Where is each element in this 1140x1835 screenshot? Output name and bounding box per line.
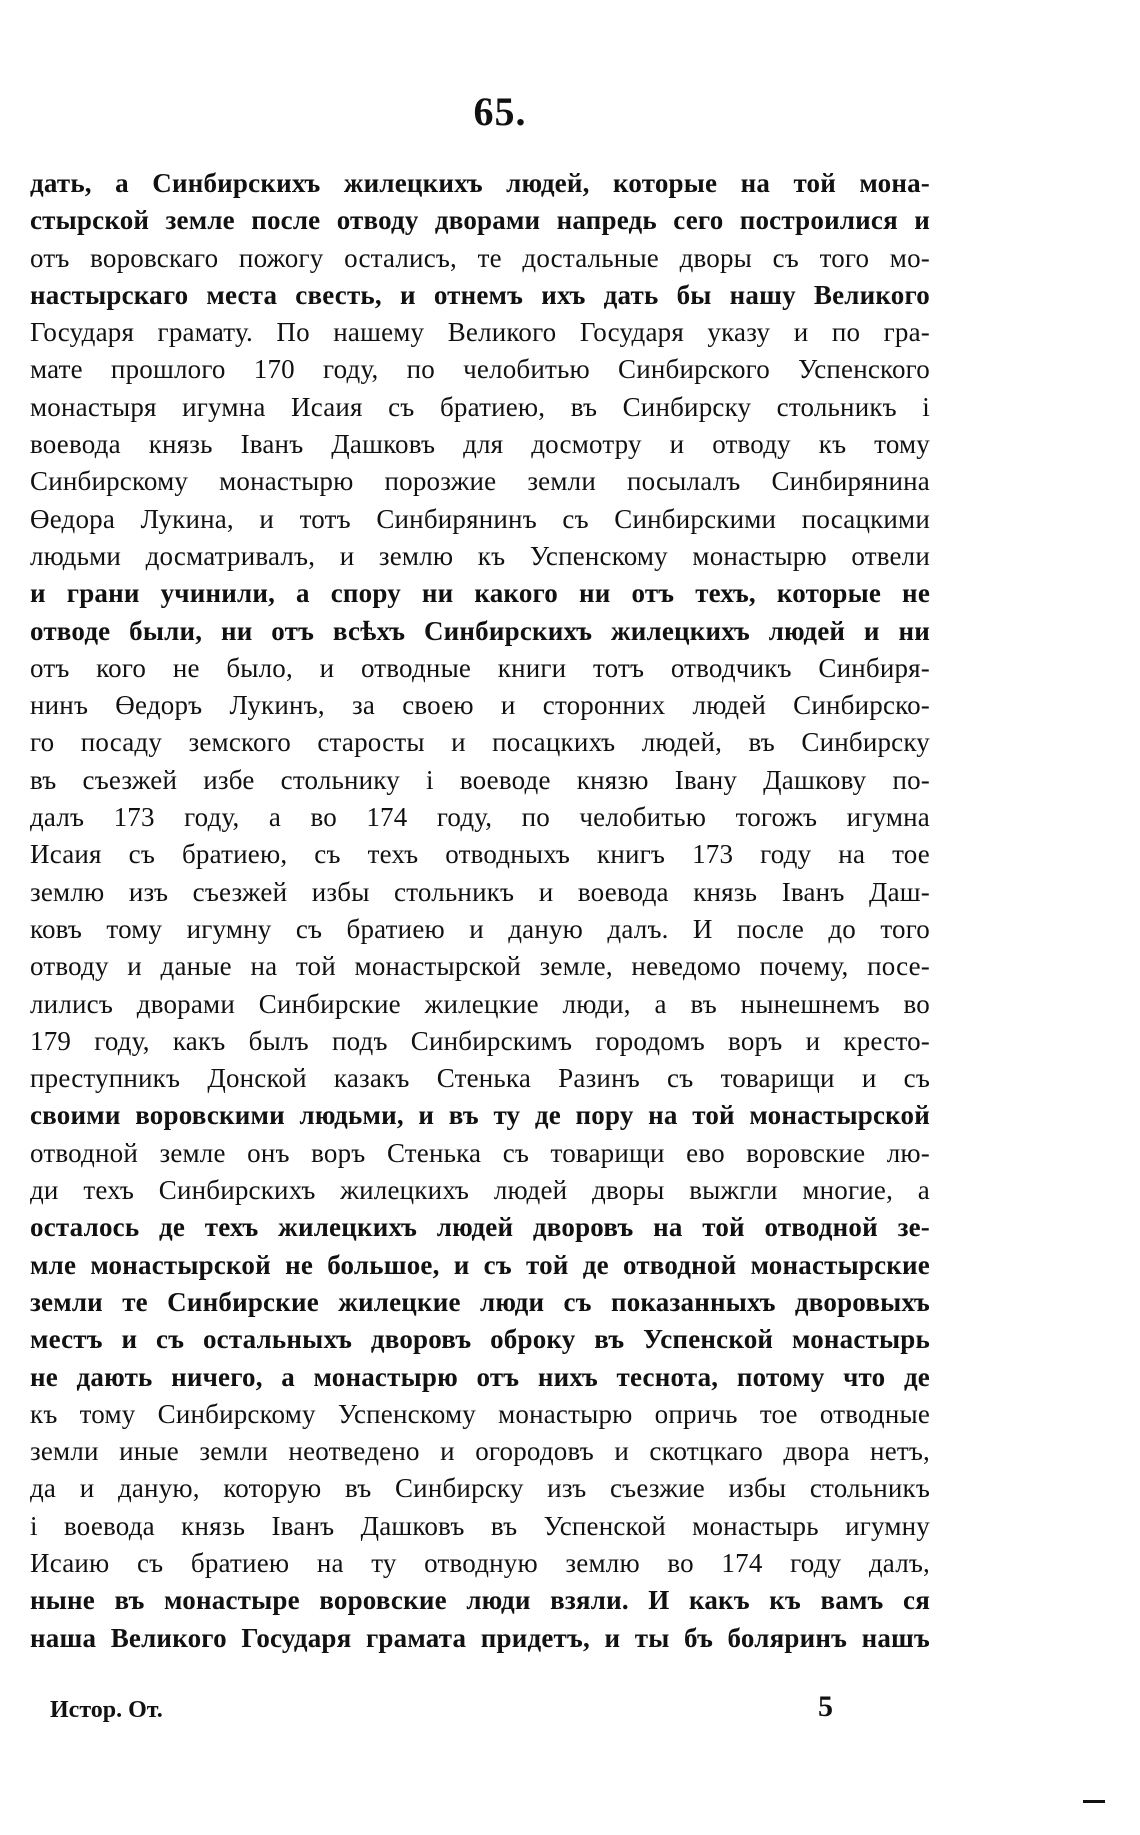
- text-line: воевода князь Іванъ Дашковъ для досмотру и отводу къ тому: [30, 429, 930, 460]
- text-line: ди техъ Синбирскихъ жилецкихъ людей дворы выжгли многие, а: [30, 1175, 930, 1206]
- text-line: Өедора Лукина, и тотъ Синбирянинъ съ Синбирскими посацкими: [30, 503, 930, 534]
- text-line: Государя грамату. По нашему Великого Государя указу и по гра-: [30, 317, 930, 348]
- text-line: къ тому Синбирскому Успенскому монастырю опричь тое отводные: [30, 1398, 930, 1429]
- text-line: людьми досматривалъ, и землю къ Успенскому монастырю отвели: [30, 540, 930, 571]
- text-line: землю изъ съезжей избы стольникъ и воевода князь Іванъ Даш-: [30, 876, 930, 907]
- text-line: Исаию съ братиею на ту отводную землю во 174 году далъ,: [30, 1547, 930, 1578]
- text-line: і воевода князь Іванъ Дашковъ въ Успенской монастырь игумну: [30, 1510, 930, 1541]
- text-line: нинъ Өедоръ Лукинъ, за своею и сторонних людей Синбирско-: [30, 690, 930, 721]
- text-line: лилисъ дворами Синбирские жилецкие люди, а въ нынешнемъ во: [30, 988, 930, 1019]
- text-line: отводной земле онъ воръ Стенька съ товарищи ево воровские лю-: [30, 1137, 930, 1168]
- text-line: стырской земле после отводу дворами напредь сего построилися и: [30, 205, 930, 236]
- text-line: отъ воровскаго пожогу осталисъ, те достальные дворы съ того мо-: [30, 242, 930, 273]
- text-line: ковъ тому игумну съ братиею и даную далъ. И после до того: [30, 913, 930, 944]
- text-line: въ съезжей избе стольнику і воеводе князю Івану Дашкову по-: [30, 764, 930, 795]
- text-line: не дають ничего, а монастырю отъ нихъ теснота, потому что де: [30, 1361, 930, 1392]
- scan-mark: [1083, 1800, 1105, 1803]
- text-line: отводе были, ни отъ всѣхъ Синбирскихъ жилецкихъ людей и ни: [30, 615, 930, 646]
- page-number: 65.: [473, 89, 527, 134]
- text-line: настырскаго места свесть, и отнемъ ихъ дать бы нашу Великого: [30, 279, 930, 310]
- text-line: осталось де техъ жилецкихъ людей дворовъ на той отводной зе-: [30, 1212, 930, 1243]
- footer-signature: Истор. От.: [50, 1697, 163, 1723]
- text-line: отводу и даные на той монастырской земле, неведомо почему, посе-: [30, 951, 930, 982]
- text-line: земли иные земли неотведено и огородовъ и скотцкаго двора нетъ,: [30, 1436, 930, 1467]
- text-line: мле монастырской не большое, и съ той де отводной монастырские: [30, 1249, 930, 1280]
- text-line: да и даную, которую въ Синбирску изъ съезжие избы стольникъ: [30, 1473, 930, 1504]
- text-line: го посаду земского старосты и посацкихъ людей, въ Синбирску: [30, 727, 930, 758]
- text-line: монастыря игумна Исаия съ братиею, въ Синбирску стольникъ і: [30, 391, 930, 422]
- signature-mark: 5: [818, 1690, 833, 1723]
- text-line: ныне въ монастыре воровские люди взяли. И какъ къ вамъ ся: [30, 1585, 930, 1616]
- text-line: и грани учинили, а спору ни какого ни отъ техъ, которые не: [30, 578, 930, 609]
- text-line: мате прошлого 170 году, по челобитью Синбирского Успенского: [30, 354, 930, 385]
- text-line: отъ кого не было, и отводные книги тотъ отводчикъ Синбиря-: [30, 652, 930, 683]
- text-line: Исаия съ братиею, съ техъ отводныхъ книгъ 173 году на тое: [30, 839, 930, 870]
- text-line: местъ и съ остальныхъ дворовъ оброку въ Успенской монастырь: [30, 1324, 930, 1355]
- text-line: земли те Синбирские жилецкие люди съ показанныхъ дворовыхъ: [30, 1286, 930, 1317]
- text-line: Синбирскому монастырю порозжие земли посылалъ Синбирянина: [30, 466, 930, 497]
- text-line: 179 году, какъ былъ подъ Синбирскимъ городомъ воръ и кресто-: [30, 1025, 930, 1056]
- text-line: далъ 173 году, а во 174 году, по челобитью тогожъ игумна: [30, 802, 930, 833]
- text-line: преступникъ Донской казакъ Стенька Разинъ съ товарищи и съ: [30, 1063, 930, 1094]
- text-line: своими воровскими людьми, и въ ту де пору на той монастырской: [30, 1100, 930, 1131]
- text-line: наша Великого Государя грамата придетъ, и ты бъ боляринъ нашъ: [30, 1622, 930, 1653]
- text-line: дать, а Синбирскихъ жилецкихъ людей, которые на той мона-: [30, 168, 930, 198]
- body-text: [30, 165, 930, 1657]
